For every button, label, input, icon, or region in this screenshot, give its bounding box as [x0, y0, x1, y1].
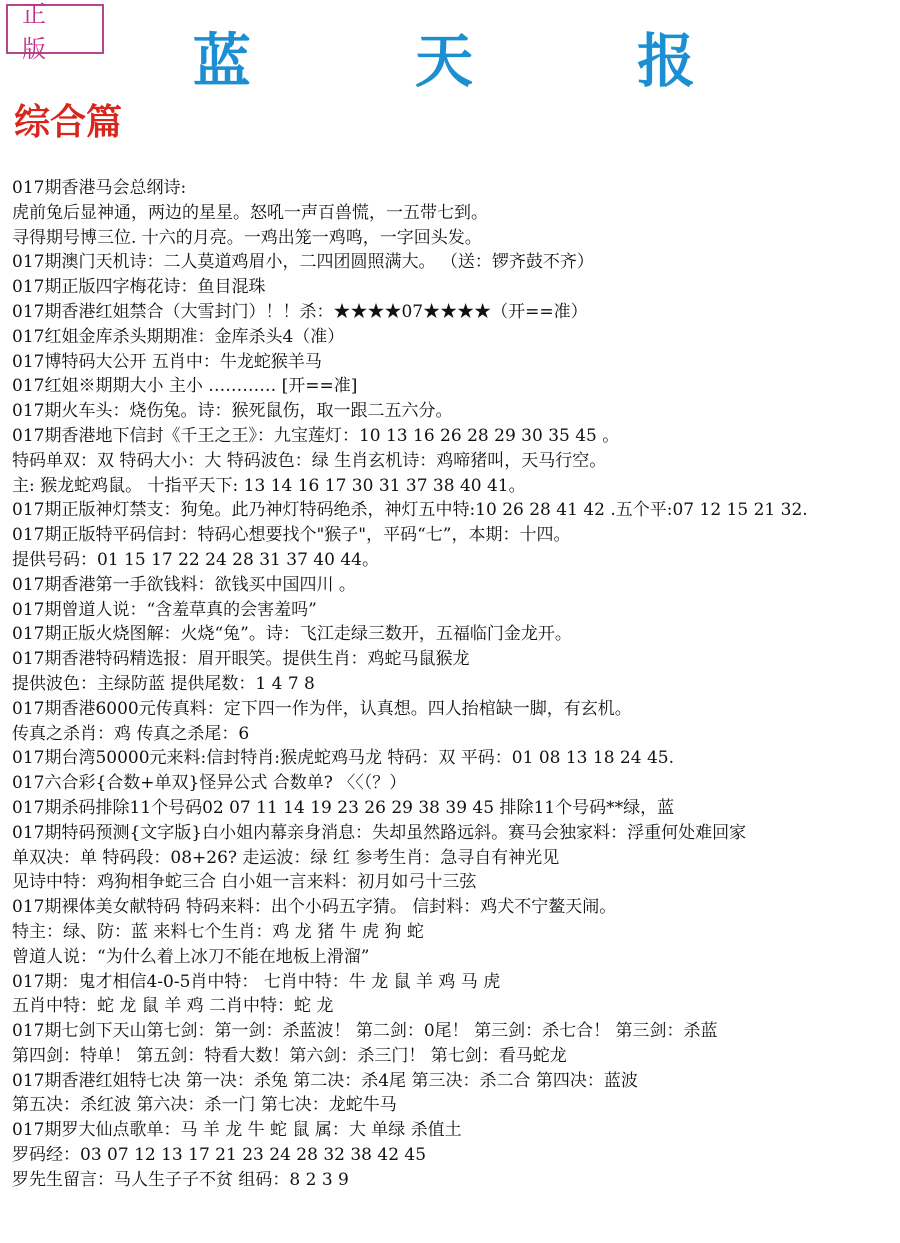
text-line: 017期正版神灯禁支：狗兔。此乃神灯特码绝杀，神灯五中特:10 26 28 41 42 .五个平:07 12 15 21 32. [12, 500, 808, 521]
text-line: 寻得期号博三位. 十六的月亮。一鸡出笼一鸡鸣，一字回头发。 [12, 227, 482, 248]
text-line: 017期正版特平码信封：特码心想要找个"猴子"，平码“七”，本期：十四。 [12, 525, 571, 546]
text-line: 017期：鬼才相信4-0-5肖中特： 七肖中特：牛 龙 鼠 羊 鸡 马 虎 [12, 971, 501, 992]
text-line: 017期裸体美女献特码 特码来料：出个小码五字猜。 信封料：鸡犬不宁鳌天闹。 [12, 897, 617, 918]
text-line: 017期香港红姐禁合（大雪封门）！！杀：★★★★07★★★★（开==准） [12, 301, 588, 322]
text-line: 017期香港红姐特七决 第一决：杀兔 第二决：杀4尾 第三决：杀二合 第四决：蓝波 [12, 1070, 638, 1091]
text-line: 017期香港特码精选报：眉开眼笑。提供生肖：鸡蛇马鼠猴龙 [12, 649, 470, 670]
text-line: 017期香港马会总纲诗: [12, 178, 187, 198]
text-line: 主: 猴龙蛇鸡鼠。 十指平天下: 13 14 16 17 30 31 37 38 40 41。 [12, 475, 526, 496]
text-line: 017期七剑下天山第七剑：第一剑：杀蓝波！ 第二剑：0尾！ 第三剑：杀七合！ 第三剑：杀蓝 [12, 1021, 718, 1042]
text-line: 特主：绿、防：蓝 来料七个生肖：鸡 龙 猪 牛 虎 狗 蛇 [12, 921, 424, 942]
text-line: 017期罗大仙点歌单：马 羊 龙 牛 蛇 鼠 属：大 单绿 杀值土 [12, 1120, 462, 1141]
text-line: 017期澳门天机诗：二人莫道鸡眉小，二四团圆照满大。 （送：锣齐鼓不齐） [12, 252, 594, 273]
text-line: 017期香港6000元传真料：定下四一作为伴，认真想。四人抬棺缺一脚，有玄机。 [12, 698, 632, 719]
text-line: 罗码经：03 07 12 13 17 21 23 24 28 32 38 42 45 [12, 1145, 427, 1166]
text-line: 提供号码：01 15 17 22 24 28 31 37 40 44。 [12, 549, 379, 570]
text-line: 提供波色：主绿防蓝 提供尾数：1 4 7 8 [12, 673, 315, 694]
text-line: 017期正版火烧图解：火烧“兔”。诗：飞江走绿三数开，五福临门金龙开。 [12, 624, 572, 645]
text-line: 第四剑：特单！ 第五剑：特看大数！第六剑：杀三门！ 第七剑：看马蛇龙 [12, 1045, 567, 1066]
text-line: 见诗中特：鸡狗相争蛇三合 白小姐一言来料：初月如弓十三弦 [12, 872, 477, 893]
text-line: 传真之杀肖：鸡 传真之杀尾：6 [12, 723, 250, 744]
text-line: 单双决：单 特码段：08+26? 走运波：绿 红 参考生肖：急寻自有神光见 [12, 847, 560, 868]
text-line: 特码单双：双 特码大小：大 特码波色：绿 生肖玄机诗：鸡啼猪叫，天马行空。 [12, 450, 607, 471]
text-line: 017期火车头：烧伤兔。诗：猴死鼠伤，取一跟二五六分。 [12, 401, 453, 422]
text-line: 017六合彩{合数+单双}怪异公式 合数单? 〈〈（？） [12, 773, 407, 794]
text-line: 017期杀码排除11个号码02 07 11 14 19 23 26 29 38 39 45 排除11个号码**绿，蓝 [12, 797, 675, 818]
text-line: 017红姐※期期大小 主小 ………… [开==准] [12, 376, 358, 397]
section-heading: 综合篇 [14, 101, 123, 143]
text-line: 017期特码预测{文字版}白小姐内幕亲身消息：失却虽然路远斜。赛马会独家料：浮重何处难回家 [12, 822, 747, 843]
text-line: 虎前兔后显神通，两边的星星。怒吼一声百兽慌，一五带七到。 [12, 202, 488, 223]
text-line: 017博特码大公开 五肖中：牛龙蛇猴羊马 [12, 351, 322, 372]
text-line: 017期香港第一手欲钱料：欲钱买中国四川 。 [12, 574, 356, 595]
text-line: 017期香港地下信封《千王之王》：九宝莲灯：10 13 16 26 28 29 30 35 45 。 [12, 425, 620, 446]
text-line: 017红姐金库杀头期期准：金库杀头4（准） [12, 326, 345, 347]
text-line: 017期曾道人说：“含羞草真的会害羞吗” [12, 599, 317, 620]
text-line: 第五决：杀红波 第六决：杀一门 第七决：龙蛇牛马 [12, 1095, 397, 1116]
content-body [12, 176, 898, 1193]
text-line: 017期正版四字梅花诗：鱼目混珠 [12, 277, 266, 298]
edition-badge: 正 版 [6, 4, 104, 54]
text-line: 曾道人说：“为什么着上冰刀不能在地板上滑溜” [12, 946, 370, 967]
page-title: 蓝 天 报 [192, 27, 768, 95]
text-line: 罗先生留言：马人生子子不贫 组码：8 2 3 9 [12, 1169, 349, 1190]
text-line: 五肖中特：蛇 龙 鼠 羊 鸡 二肖中特：蛇 龙 [12, 996, 334, 1017]
text-line: 017期台湾50000元来料:信封特肖:猴虎蛇鸡马龙 特码：双 平码：01 08 13 18 24 45. [12, 748, 675, 769]
